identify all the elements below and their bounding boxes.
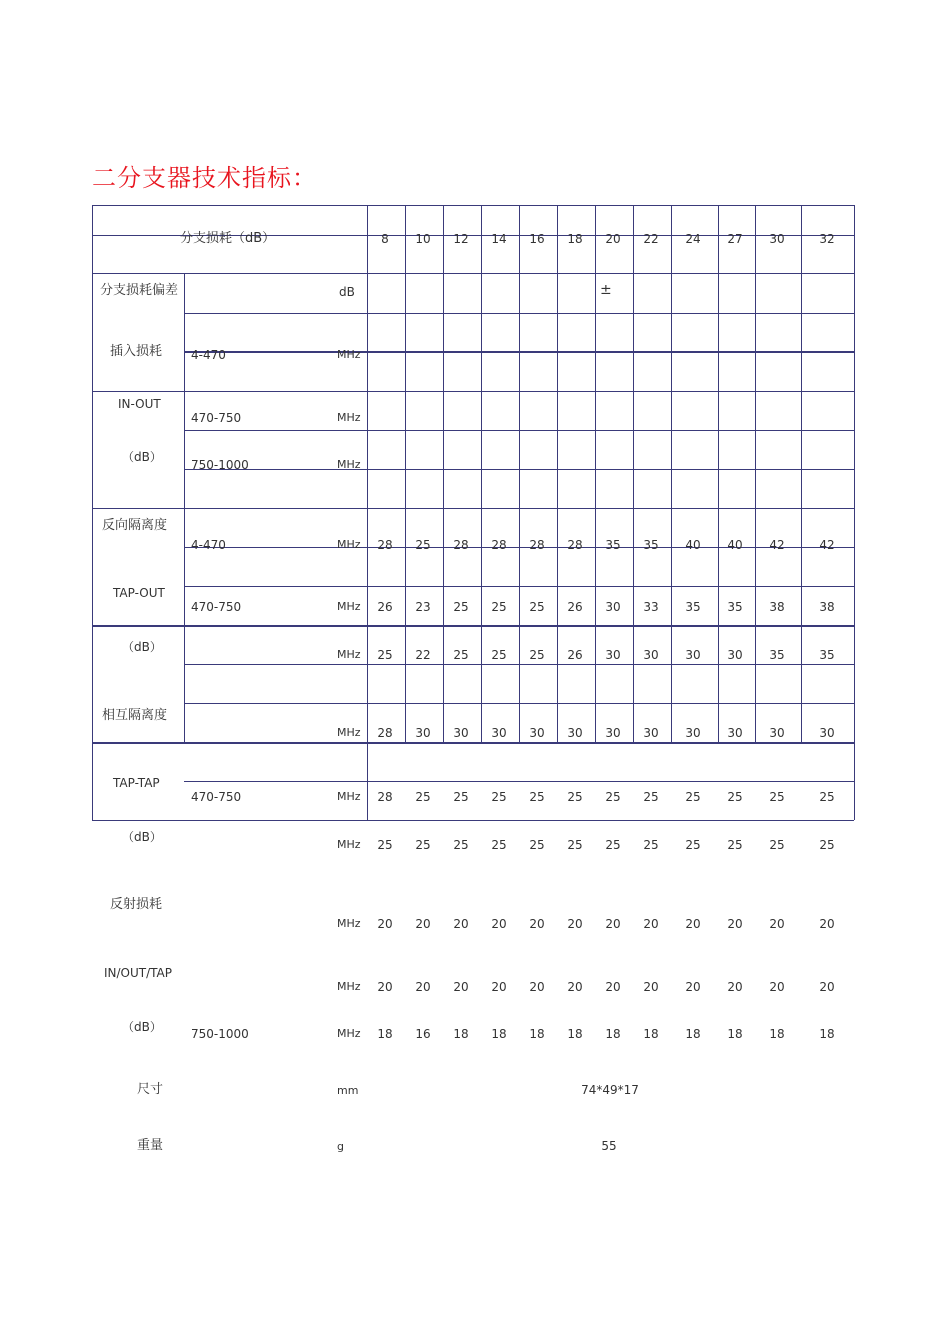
reverse-r2-cell: 25 [491,600,507,614]
reverse-r3-cell: 26 [567,648,583,662]
return-r1-cell: 20 [491,917,507,931]
reverse-r2-cell: 35 [685,600,701,614]
mutual-r2-cell: 25 [605,790,621,804]
return-r3-cell: 18 [819,1027,835,1041]
page-title: 二分支器技术指标： [92,164,317,192]
grid-vline [801,205,802,742]
header-value-cell: 10 [415,232,431,246]
size-unit: mm [337,1084,359,1097]
mutual-r2-cell: 25 [727,790,743,804]
reverse-r2-cell: 26 [567,600,583,614]
mutual-r1-cell: 30 [567,726,583,740]
mutual-r1-cell: 28 [377,726,393,740]
mutual-r3-cell: 25 [769,838,785,852]
return-r3-cell: 18 [377,1027,393,1041]
mutual-r3-cell: 25 [605,838,621,852]
reverse-r3-cell: 30 [643,648,659,662]
return-r2-cell: 20 [605,980,621,994]
reverse-r1-cell: 25 [415,538,431,552]
mutual-unit-1: MHz [337,726,361,739]
return-r2-cell: 20 [567,980,583,994]
return-r2-cell: 20 [727,980,743,994]
grid-vline [481,205,482,742]
return-r2-cell: 20 [453,980,469,994]
return-r1-cell: 20 [377,917,393,931]
mutual-r3-cell: 25 [453,838,469,852]
reverse-r2-cell: 38 [819,600,835,614]
return-r1-cell: 20 [769,917,785,931]
mutual-port-label: TAP-TAP [113,776,160,790]
reverse-r1-cell: 42 [819,538,835,552]
mutual-unit-2: MHz [337,790,361,803]
return-unit-3: MHz [337,1027,361,1040]
return-r2-cell: 20 [643,980,659,994]
mutual-r2-cell: 25 [643,790,659,804]
return-r2-cell: 20 [819,980,835,994]
grid-hline [92,820,854,821]
weight-label: 重量 [137,1138,164,1153]
grid-vline [557,205,558,742]
reverse-r1-cell: 28 [491,538,507,552]
return-r2-cell: 20 [769,980,785,994]
return-unit-2: MHz [337,980,361,993]
header-value-cell: 20 [605,232,621,246]
grid-hline [92,742,854,744]
grid-vline [718,205,719,742]
reverse-r1-cell: 28 [377,538,393,552]
insertion-freq-2: 470-750 [191,411,242,425]
mutual-r3-cell: 25 [491,838,507,852]
reverse-r3-cell: 30 [605,648,621,662]
reverse-r3-cell: 25 [491,648,507,662]
reverse-r2-cell: 33 [643,600,659,614]
return-r3-cell: 18 [727,1027,743,1041]
return-r3-cell: 18 [605,1027,621,1041]
mutual-r1-cell: 30 [819,726,835,740]
return-r3-cell: 18 [567,1027,583,1041]
mutual-isolation-label: 相互隔离度 [102,708,168,723]
mutual-db-label: （dB） [122,830,162,844]
reverse-r1-cell: 35 [643,538,659,552]
grid-hline [92,508,184,509]
header-value-cell: 14 [491,232,507,246]
reverse-r1-cell: 40 [727,538,743,552]
return-port-label: IN/OUT/TAP [104,966,173,980]
return-r1-cell: 20 [567,917,583,931]
return-r2-cell: 20 [415,980,431,994]
reverse-r2-cell: 25 [453,600,469,614]
reverse-freq-1: 4-470 [191,538,226,552]
weight-unit: g [337,1140,344,1153]
header-value-cell: 18 [567,232,583,246]
reverse-r2-cell: 38 [769,600,785,614]
header-value-cell: 24 [685,232,701,246]
mutual-r2-cell: 25 [819,790,835,804]
reverse-db-label: （dB） [122,640,162,654]
grid-hline [92,273,854,274]
reverse-r3-cell: 25 [377,648,393,662]
reverse-r3-cell: 25 [453,648,469,662]
reverse-r2-cell: 30 [605,600,621,614]
reverse-r3-cell: 30 [685,648,701,662]
grid-vline [671,205,672,742]
header-value-cell: 12 [453,232,469,246]
size-label: 尺寸 [137,1082,164,1097]
mutual-r3-cell: 25 [727,838,743,852]
reverse-r2-cell: 26 [377,600,393,614]
reverse-unit-1: MHz [337,538,361,551]
return-r3-cell: 18 [491,1027,507,1041]
mutual-r3-cell: 25 [567,838,583,852]
grid-vline [367,205,368,820]
header-value-cell: 16 [529,232,545,246]
tap-deviation-unit: dB [339,285,355,299]
mutual-r1-cell: 30 [605,726,621,740]
reverse-port-label: TAP-OUT [113,586,165,600]
grid-hline [92,625,854,627]
tap-deviation-symbol: ± [600,282,612,298]
return-freq-3: 750-1000 [191,1027,249,1041]
mutual-r3-cell: 25 [819,838,835,852]
mutual-r1-cell: 30 [453,726,469,740]
mutual-r3-cell: 25 [529,838,545,852]
grid-hline [92,205,854,206]
grid-vline [595,205,596,742]
return-r1-cell: 20 [643,917,659,931]
insertion-unit-1: MHz [337,348,361,361]
mutual-r1-cell: 30 [769,726,785,740]
reverse-r2-cell: 25 [529,600,545,614]
insertion-loss-label: 插入损耗 [110,344,163,359]
insertion-freq-3: 750-1000 [191,458,249,472]
reverse-r3-cell: 25 [529,648,545,662]
return-r1-cell: 20 [727,917,743,931]
header-value-cell: 32 [819,232,835,246]
return-r3-cell: 18 [643,1027,659,1041]
grid-vline [443,205,444,742]
return-r2-cell: 20 [377,980,393,994]
header-label: 分支损耗（dB） [180,231,276,246]
mutual-r2-cell: 25 [415,790,431,804]
mutual-r1-cell: 30 [529,726,545,740]
header-value-cell: 30 [769,232,785,246]
mutual-r2-cell: 25 [685,790,701,804]
mutual-r2-cell: 25 [491,790,507,804]
grid-vline [92,205,93,820]
return-r3-cell: 16 [415,1027,431,1041]
mutual-r3-cell: 25 [415,838,431,852]
mutual-r2-cell: 25 [529,790,545,804]
return-unit-1: MHz [337,917,361,930]
mutual-r2-cell: 25 [453,790,469,804]
grid-vline [633,205,634,742]
return-loss-label: 反射损耗 [110,897,163,912]
grid-vline [519,205,520,742]
reverse-r1-cell: 28 [529,538,545,552]
grid-hline [184,781,854,782]
mutual-r1-cell: 30 [491,726,507,740]
mutual-r2-cell: 28 [377,790,393,804]
return-r1-cell: 20 [685,917,701,931]
insertion-port-label: IN-OUT [118,397,161,411]
return-r1-cell: 20 [453,917,469,931]
header-value-cell: 8 [381,232,389,246]
reverse-r1-cell: 28 [567,538,583,552]
return-r2-cell: 20 [491,980,507,994]
mutual-r2-cell: 25 [567,790,583,804]
insertion-freq-1: 4-470 [191,348,226,362]
mutual-r1-cell: 30 [643,726,659,740]
reverse-r3-cell: 35 [769,648,785,662]
grid-vline [854,205,855,820]
reverse-unit-3: MHz [337,648,361,661]
mutual-r1-cell: 30 [727,726,743,740]
header-value-cell: 27 [727,232,743,246]
mutual-r3-cell: 25 [377,838,393,852]
return-r3-cell: 18 [769,1027,785,1041]
reverse-r3-cell: 22 [415,648,431,662]
return-r1-cell: 20 [529,917,545,931]
reverse-unit-2: MHz [337,600,361,613]
reverse-isolation-label: 反向隔离度 [102,518,168,533]
mutual-r3-cell: 25 [643,838,659,852]
return-r3-cell: 18 [685,1027,701,1041]
return-r3-cell: 18 [529,1027,545,1041]
mutual-freq-2: 470-750 [191,790,242,804]
return-r3-cell: 18 [453,1027,469,1041]
reverse-r3-cell: 35 [819,648,835,662]
reverse-freq-2: 470-750 [191,600,242,614]
grid-vline [184,273,185,742]
reverse-r2-cell: 35 [727,600,743,614]
mutual-r1-cell: 30 [685,726,701,740]
mutual-r3-cell: 25 [685,838,701,852]
reverse-r1-cell: 35 [605,538,621,552]
header-value-cell: 22 [643,232,659,246]
insertion-unit-2: MHz [337,411,361,424]
weight-value: 55 [601,1139,617,1153]
return-r1-cell: 20 [415,917,431,931]
insertion-db-label: （dB） [122,450,162,464]
mutual-r2-cell: 25 [769,790,785,804]
reverse-r1-cell: 40 [685,538,701,552]
grid-vline [755,205,756,742]
grid-hline [92,391,184,392]
reverse-r2-cell: 23 [415,600,431,614]
return-r1-cell: 20 [819,917,835,931]
reverse-r1-cell: 28 [453,538,469,552]
return-db-label: （dB） [122,1020,162,1034]
size-value: 74*49*17 [581,1083,639,1097]
insertion-unit-3: MHz [337,458,361,471]
tap-deviation-label: 分支损耗偏差 [100,283,179,298]
grid-vline [405,205,406,742]
return-r2-cell: 20 [685,980,701,994]
return-r1-cell: 20 [605,917,621,931]
return-r2-cell: 20 [529,980,545,994]
mutual-unit-3: MHz [337,838,361,851]
reverse-r3-cell: 30 [727,648,743,662]
mutual-r1-cell: 30 [415,726,431,740]
reverse-r1-cell: 42 [769,538,785,552]
